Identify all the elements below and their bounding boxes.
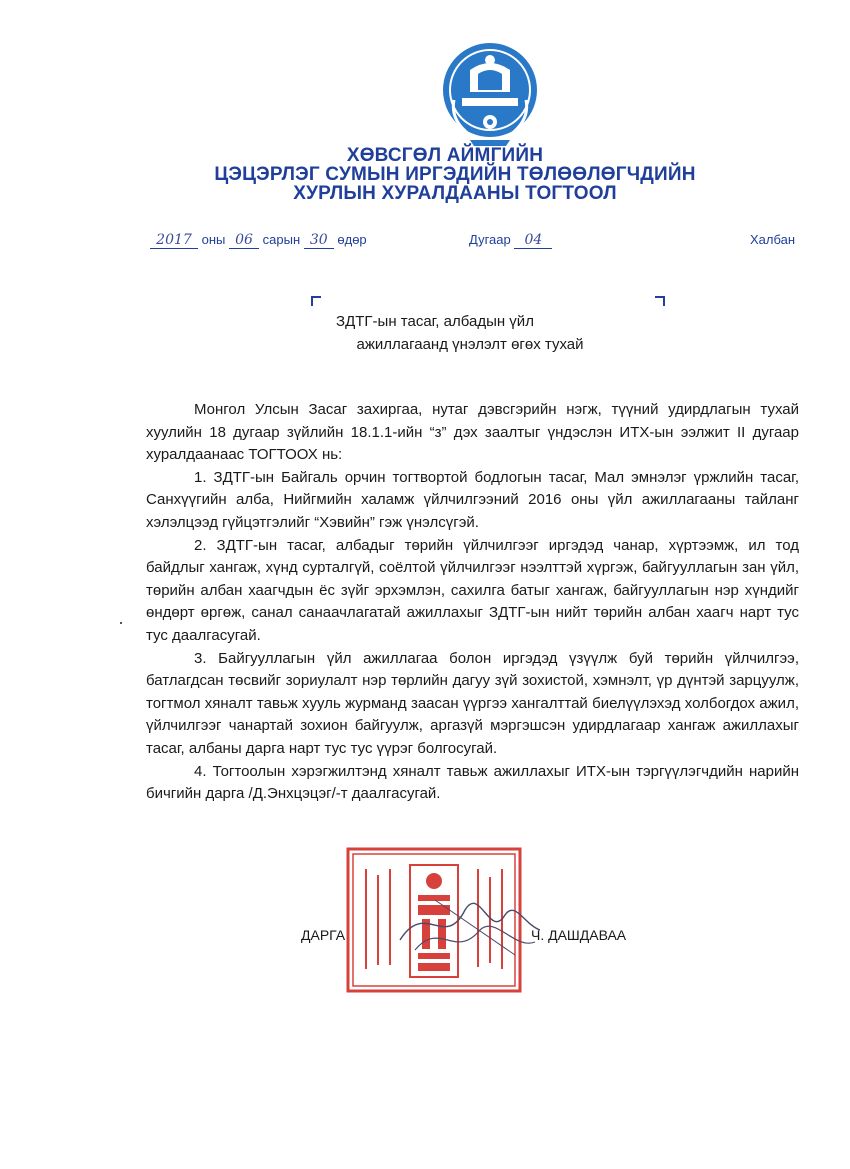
date-month: 06	[229, 232, 259, 249]
date-day: 30	[304, 232, 334, 249]
signatory-title: ДАРГА	[301, 927, 346, 943]
subject-line-1: ЗДТГ-ын тасаг, албадын үйл	[336, 313, 534, 330]
handwritten-signature-icon	[395, 880, 545, 965]
date-month-suffix: сарын	[262, 232, 301, 247]
body-item-3: 3. Байгууллагын үйл ажиллагаа болон иргэдэд үзүүлж буй төрийн үйлчилгээ, батлагдсан төсвийг зориулалт нэр төрлийн дагуу зүй зохистой, хэмнэлт, үр дүнтэй зарцуулж, тогтмол хяналт тавьж хууль журманд заасан үүргээ хангалттай биелүүлэхэд холбогдох ажил, үйлчилгээг чанартай зохион байгуулж, аргазүй мэргэшсэн удирдлагаар хангаж ажиллахыг тасаг, албаны дарга нарт тус тус үүрэг болгосугай.	[146, 649, 799, 757]
date-line	[150, 232, 367, 249]
body-item-1: 1. ЗДТГ-ын Байгаль орчин тогтвортой бодлогын тасаг, Мал эмнэлэг үржлийн тасаг, Санхүүгийн алба, Нийгмийн халамж үйлчилгээний 2016 оны үйл ажиллагааны тайланг хэлэлцээд гүйцэтгэлийг “Хэвийн” гэж үнэлсүгэй.	[146, 468, 799, 531]
header-aimag: ХӨВСГӨЛ АЙМГИЙН	[346, 145, 544, 166]
body-item-2: 2. ЗДТГ-ын тасаг, албадыг төрийн үйлчилгээг иргэдэд чанар, хүртээмж, ил тод байдлыг хангаж, хүнд сурталгүй, соёлтой үйлчилгээг нээлттэй хүргэж, байгууллагын зан үйл, төрийн албан хаагчдын ёс зүйг эрхэмлэн, сахилга батыг хангаж, байгууллагын нэр хүндийг өндөрт өргөж, санал санаачлагатай ажиллахыг ЗДТГ-ын нийт төрийн албан хаагч нарт тус тус даалгасугай.	[146, 536, 799, 644]
state-emblem-icon	[440, 40, 540, 148]
date-day-suffix: өдөр	[337, 232, 367, 247]
number-label: Дугаар	[469, 232, 511, 247]
header-council: ЦЭЦЭРЛЭГ СУМЫН ИРГЭДИЙН ТӨЛӨӨЛӨГЧДИЙН	[214, 164, 696, 185]
resolution-body	[146, 399, 799, 806]
scan-speck	[120, 622, 122, 624]
body-intro: Монгол Улсын Засаг захиргаа, нутаг дэвсгэрийн нэгж, түүний удирдлагын тухай хуулийн 18 дугаар зүйлийн 18.1.1-ийн “з” дэх заалтыг үндэслэн ИТХ-ын ээлжит II дугаар хуралдаанаас ТОГТООХ нь:	[146, 401, 799, 464]
number-value: 04	[514, 232, 552, 249]
document-number	[469, 232, 552, 249]
signatory-name: Ч. ДАШДАВАА	[531, 927, 627, 943]
place-name: Халбан	[750, 232, 796, 247]
date-year: 2017	[150, 232, 198, 249]
subject-bracket-left	[311, 296, 321, 306]
body-item-4: 4. Тогтоолын хэрэгжилтэнд хяналт тавьж ажиллахыг ИТХ-ын тэргүүлэгчдийн нарийн бичгийн дарга /Д.Энхцэцэг/-т даалгасугай.	[146, 762, 799, 803]
header-resolution: ХУРЛЫН ХУРАЛДААНЫ ТОГТООЛ	[293, 183, 617, 204]
date-year-suffix: оны	[201, 232, 226, 247]
subject-line-2: ажиллагаанд үнэлэлт өгөх тухай	[356, 336, 584, 353]
subject-bracket-right	[655, 296, 665, 306]
